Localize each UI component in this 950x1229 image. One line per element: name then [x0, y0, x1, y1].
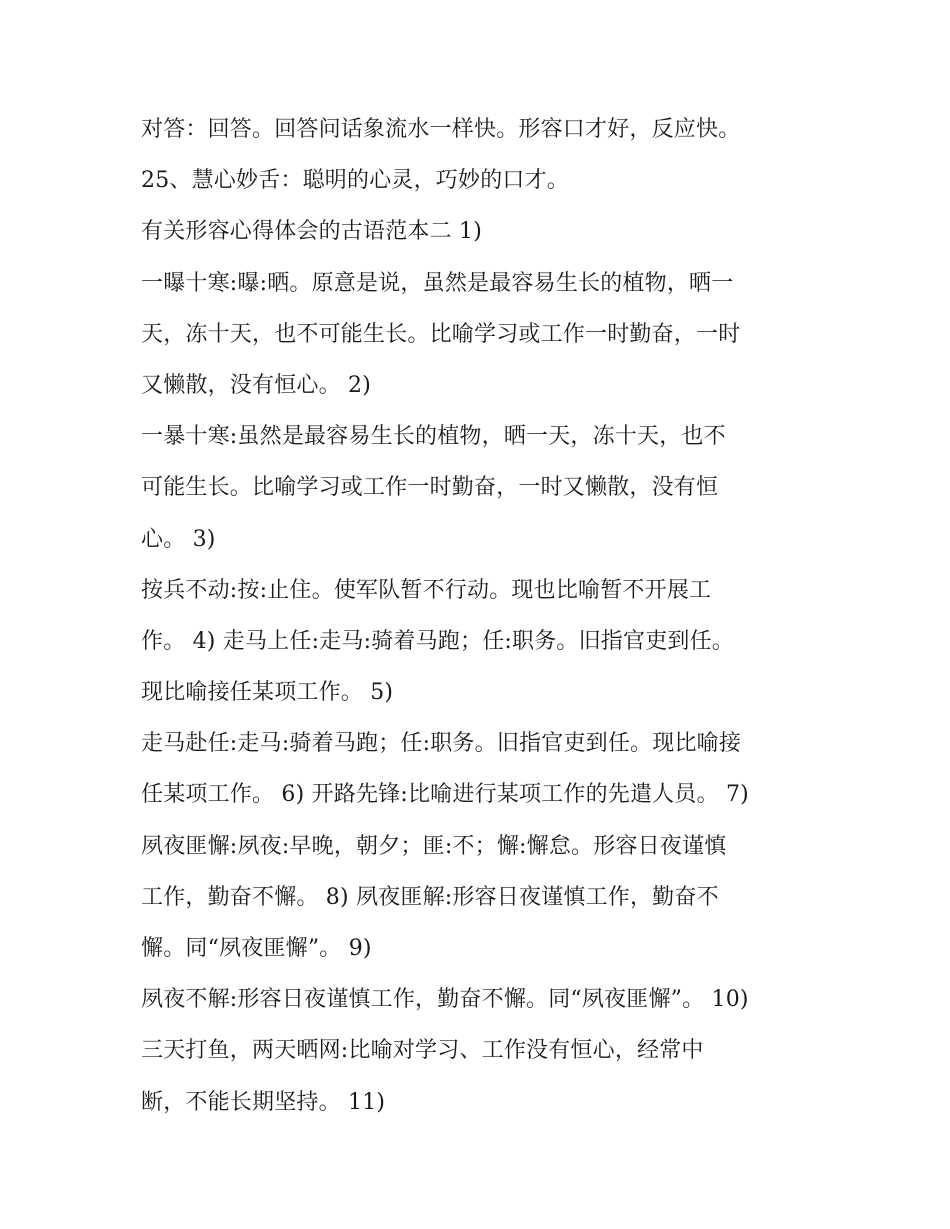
- document-body: [141, 104, 831, 1128]
- text-line: 对答：回答。回答问话象流水一样快。形容口才好，反应快。: [141, 117, 741, 142]
- text-line: 25、慧心妙舌：聪明的心灵，巧妙的口才。: [141, 168, 569, 194]
- text-line: 作。 4) 走马上任:走马:骑着马跑；任:职务。旧指官吏到任。: [141, 628, 735, 654]
- text-line: 工作，勤奋不懈。 8) 夙夜匪解:形容日夜谨慎工作，勤奋不: [141, 884, 719, 910]
- text-line: 一曝十寒:曝:晒。原意是说，虽然是最容易生长的植物，晒一: [141, 270, 734, 296]
- text-line: 三天打鱼，两天晒网:比喻对学习、工作没有恒心，经常中: [141, 1038, 704, 1064]
- text-line: 按兵不动:按:止住。使军队暂不行动。现也比喻暂不开展工: [141, 577, 712, 603]
- text-line: 懈。同“夙夜匪懈”。 9): [141, 936, 372, 961]
- text-line: 夙夜匪懈:夙夜:早晚，朝夕；匪:不；懈:懈怠。形容日夜谨慎: [141, 833, 727, 859]
- text-line: 可能生长。比喻学习或工作一时勤奋，一时又懒散，没有恒: [141, 475, 719, 501]
- text-line: 断，不能长期坚持。 11): [141, 1089, 386, 1115]
- text-line: 一暴十寒:虽然是最容易生长的植物，晒一天，冻十天，也不: [141, 424, 726, 450]
- text-line: 走马赴任:走马:骑着马跑；任:职务。旧指官吏到任。现比喻接: [141, 731, 742, 757]
- text-line: 任某项工作。 6) 开路先锋:比喻进行某项工作的先遣人员。 7): [141, 782, 749, 808]
- text-line: 又懒散，没有恒心。 2): [141, 372, 371, 398]
- text-line: 现比喻接任某项工作。 5): [141, 680, 394, 706]
- text-line: 天，冻十天，也不可能生长。比喻学习或工作一时勤奋，一时: [141, 321, 741, 347]
- text-line: 夙夜不解:形容日夜谨慎工作，勤奋不懈。同“夙夜匪懈”。 10): [141, 987, 749, 1013]
- section-heading: 有关形容心得体会的古语范本二 1): [141, 219, 482, 245]
- text-line: 心。 3): [141, 526, 216, 552]
